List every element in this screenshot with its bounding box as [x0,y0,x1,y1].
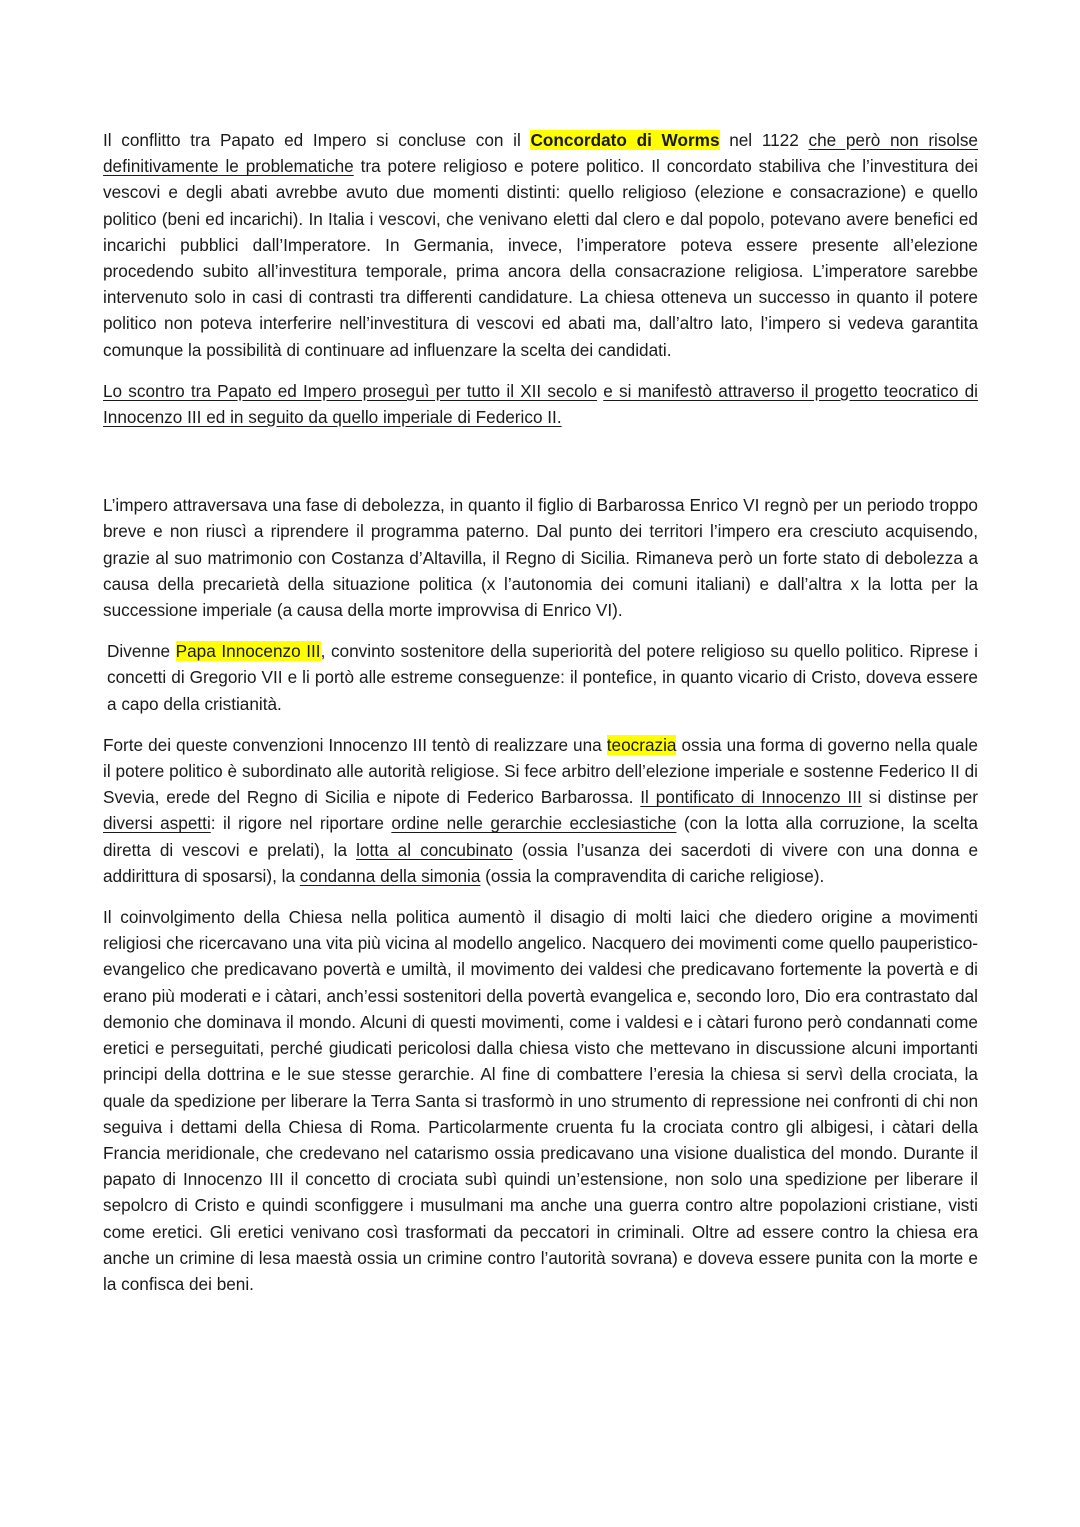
text-run: ossia una forma di governo nella quale il potere politico è subordinato alle autorità religiose. Si fece arbitro dell’elezione imperiale e sostenne Federico II di Svevia, erede del Regno di Sicilia e nipote di Federico Barbarossa. [103,734,978,808]
paragraph-debolezza-impero [103,492,978,623]
underline-diversi-aspetti: diversi aspetti [103,813,211,834]
text-run: Forte dei queste convenzioni Innocenzo III tentò di realizzare una [103,734,607,755]
text-run: Il coinvolgimento della Chiesa nella politica aumentò il disagio di molti laici che diedero origine a movimenti religiosi che ricercavano una vita più vicina al modello angelico. Nacquero dei movimenti come quello pauperistico- evangelico che predicavano povertà e umiltà, il movimento dei valdesi che predicavano fortemente la povertà e di erano più moderati e i càtari, anch’essi sostenitori della povertà evangelica e, secondo loro, Dio era contrastato dal demonio che dominava il mondo. Alcuni di questi movimenti, come i valdesi e i càtari furono però condannati come eretici e perseguitati, perché giudicati pericolosi dalla chiesa visto che mettevano in discussione alcuni importanti principi della dottrina e le sue stesse gerarchie. Al fine di combattere l’eresia la chiesa si servì della crociata, la quale da spedizione per liberare la Terra Santa si trasformò in uno strumento di repressione nei confronti di chi non seguiva i dettami della Chiesa di Roma. Particolarmente cruenta fu la crociata contro gli albigesi, i càtari della Francia meridionale, che credevano nel catarismo ossia predicavano una visione dualistica del mondo. Durante il papato di Innocenzo III il concetto di crociata subì quindi un’estensione, non solo una spedizione per liberare il sepolcro di Cristo e quindi sconfiggere i musulmani ma anche una guerra contro altre popolazioni cristiane, visti come eretici. Gli eretici venivano così trasformati da peccatori in criminali. Oltre ad essere contro la chiesa era anche un crimine di lesa maestà ossia un crimine contro l’autorità sovrana) e doveva essere punita con la morte e la confisca dei beni. [103,907,978,1294]
highlight-papa-innocenzo-iii: Papa Innocenzo III [175,641,321,662]
text-run: L’impero attraversava una fase di debolezza, in quanto il figlio di Barbarossa Enrico VI regnò per un periodo troppo breve e non riuscì a riprendere il programma paterno. Dal punto dei territori l’impero era cresciuto acquisendo, grazie al suo matrimonio con Costanza d’Altavilla, il Regno di Sicilia. Rimaneva però un forte stato di debolezza a causa della precarietà della situazione politica (x l’autonomia dei comuni italiani) e dall’altra x la lotta per la successione imperiale (a causa della morte improvvisa di Enrico VI). [103,495,978,621]
underline-progetto-teocratico: e si manifestò attraverso il progetto teocratico di Innocenzo III ed in seguito da quello imperiale di Federico II. [103,380,978,428]
underline-pontificato: Il pontificato di Innocenzo III [640,787,862,808]
paragraph-movimenti-religiosi [103,904,978,1297]
underline-problematiche: che però non risolse definitivamente le problematiche [103,130,978,177]
text-run: tra potere religioso e potere politico. Il concordato stabiliva che l’investitura dei vescovi e degli abati avrebbe avuto due momenti distinti: quello religioso (elezione e consacrazione) e quello politico (beni ed incarichi). In Italia i vescovi, che venivano eletti dal clero e dal popolo, potevano avere benefici ed incarichi pubblici dall’Imperatore. In Germania, invece, l’imperatore poteva essere presente all’elezione procedendo subito all’investitura temporale, prima ancora della consacrazione religiosa. L’imperatore sarebbe intervenuto solo in casi di contrasti tra differenti candidature. La chiesa otteneva un successo in quanto il potere politico non poteva interferire nell’investitura di vescovi ed abati ma, dall’altro lato, l’impero si vedeva garantita comunque la possibilità di continuare ad influenzare la scelta dei candidati. [103,156,978,360]
underline-condanna-simonia: condanna della simonia [299,865,481,886]
paragraph-teocrazia [103,732,978,889]
text-run: (con la lotta alla corruzione, la scelta diretta di vescovi e prelati), la [103,813,978,860]
highlight-concordato-di-worms: Concordato di Worms [530,130,720,150]
text-run: Divenne [107,641,176,662]
underline-ordine-gerarchie: ordine nelle gerarchie ecclesiastiche [391,813,677,834]
highlight-teocrazia: teocrazia [606,734,677,755]
text-run: : il rigore nel riportare [210,813,392,834]
document-page [103,127,978,1312]
text-run: Il conflitto tra Papato ed Impero si concluse con il [103,130,531,150]
text-run: (ossia l’usanza dei sacerdoti di vivere con una donna e addirittura di sposarsi), la [103,839,979,886]
paragraph-innocenzo-iii [103,638,978,717]
text-run: (ossia la compravendita di cariche religiose). [480,865,825,886]
text-run: si distinse per [861,787,978,808]
paragraph-concordato-di-worms [103,127,978,363]
underline-scontro: Lo scontro tra Papato ed Impero proseguì per tutto il XII secolo [103,380,598,401]
paragraph-scontro-papato-impero [103,378,978,430]
underline-lotta-concubinato: lotta al concubinato [356,839,513,860]
section-spacer [103,445,978,492]
text-run: , convinto sostenitore della superiorità del potere religioso su quello politico. Riprese i concetti di Gregorio VII e li portò alle estreme conseguenze: il pontefice, in quanto vicario di Cristo, doveva essere a capo della cristianità. [107,641,978,714]
text-run: nel 1122 [719,130,809,150]
